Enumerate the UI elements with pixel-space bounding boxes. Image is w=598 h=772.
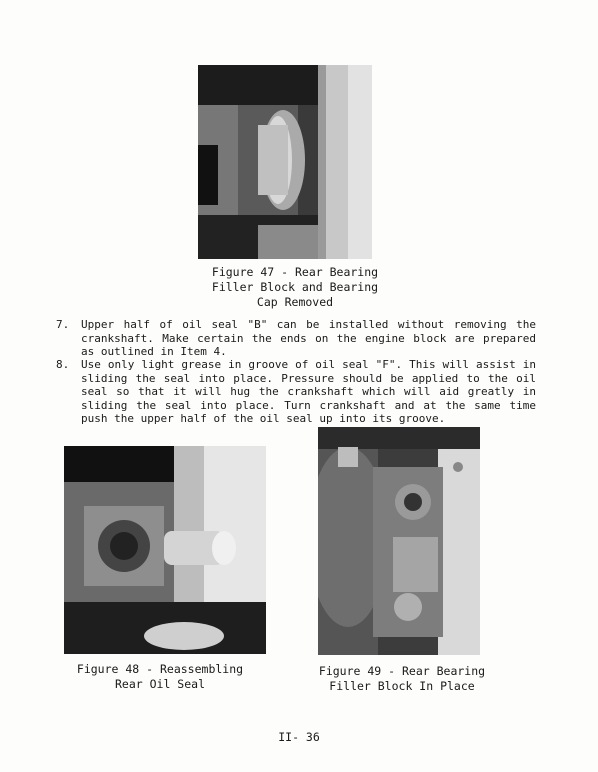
item-number: 8. [56, 358, 70, 371]
caption-line: Filler Block and Bearing [211, 280, 379, 294]
figure-49-caption [312, 664, 492, 694]
caption-line: Rear Oil Seal [114, 677, 205, 691]
figure-48-caption [70, 662, 250, 692]
instruction-item-8 [56, 358, 536, 426]
item-text: Upper half of oil seal "B" can be installed without removing the crankshaft. Make certain the ends on the engine block are prepared as outlined in Item 4. [81, 318, 536, 359]
caption-line: Filler Block In Place [329, 679, 475, 693]
caption-line: Figure 47 - Rear Bearing [211, 265, 379, 279]
caption-line: Figure 49 - Rear Bearing [318, 664, 486, 678]
figure-47-caption [205, 265, 385, 310]
figure-48-photo [64, 446, 266, 654]
item-number: 7. [56, 318, 70, 331]
figure-47-photo [198, 65, 372, 259]
item-text: Use only light grease in groove of oil seal "F". This will assist in sliding the seal into place. Pressure should be applied to the oil seal so that it will hug the crankshaft which will aid greatly in sliding the seal into place. Turn crankshaft and at the same time push the upper half of the oil seal up into its groove. [81, 358, 536, 426]
caption-line: Cap Removed [256, 295, 334, 309]
page-number: II- 36 [278, 730, 320, 744]
caption-line: Figure 48 - Reassembling [76, 662, 244, 676]
instruction-item-7 [56, 318, 536, 359]
figure-49-photo [318, 427, 480, 655]
